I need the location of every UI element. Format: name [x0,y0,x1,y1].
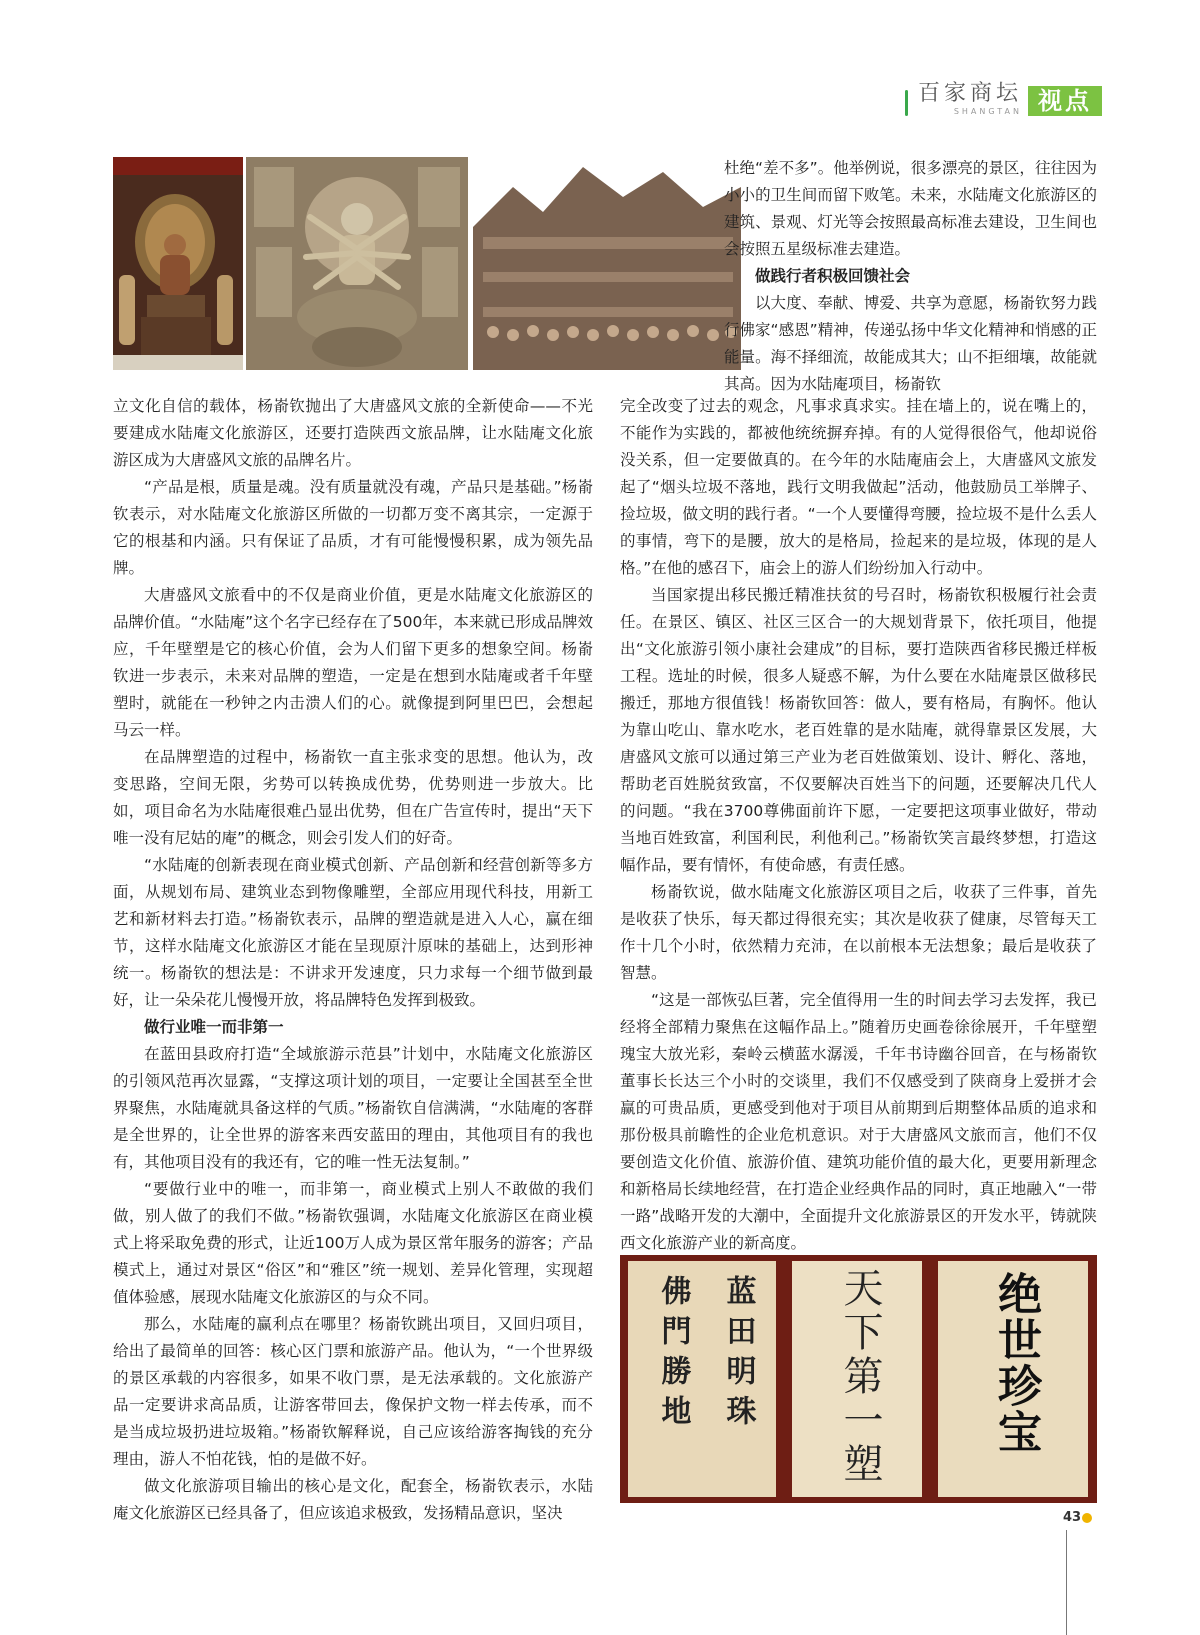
scroll-3-col-a: 绝世珍宝 [990,1271,1041,1455]
paragraph: “产品是根，质量是魂。没有质量就没有魂，产品只是基础。”杨嵛钦表示，对水陆庵文化旅游区所做的一切都万变不离其宗，一定源于它的根基和内涵。只有保证了品质，才有可能慢慢积累，成为领先品牌。 [113,478,593,577]
paragraph: “要做行业中的唯一，而非第一，商业模式上别人不敢做的我们做，别人做了的我们不做。”杨嵛钦强调，水陆庵文化旅游区在商业模式上将采取免费的形式，让近100万人成为景区常年服务的游客；产品模式上，通过对景区“俗区”和“雅区”统一规划、差异化管理，实现超值体验感，展现水陆庵文化旅游区的与众不同。 [113,1180,593,1306]
photo-buddha-shrine [113,157,243,370]
paragraph: 完全改变了过去的观念，凡事求真求实。挂在墙上的，说在嘴上的，不能作为实践的，都被他统统摒弃掉。有的人觉得很俗气，他却说俗没关系，但一定要做真的。在今年的水陆庵庙会上，大唐盛风文旅发起了“烟头垃圾不落地，践行文明我做起”活动，他鼓励员工举牌子、捡垃圾，做文明的践行者。“一个人要懂得弯腰，捡垃圾不是什么丢人的事情，弯下的是腰，放大的是格局，捡起来的是垃圾，体现的是人格。”在他的感召下，庙会上的游人们纷纷加入行动中。 [620,397,1097,577]
paragraph: 在品牌塑造的过程中，杨嵛钦一直主张求变的思想。他认为，改变思路，空间无限，劣势可以转换成优势，优势则进一步放大。比如，项目命名为水陆庵很难凸显出优势，但在广告宣传时，提出“天下唯一没有尼姑的庵”的概念，则会引发人们的好奇。 [113,748,593,847]
page-marker-icon [1082,1513,1092,1523]
paragraph: 那么，水陆庵的赢利点在哪里？杨嵛钦跳出项目，又回归项目，给出了最简单的回答：核心区门票和旅游产品。他认为，“一个世界级的景区承载的内容很多，如果不收门票，是无法承载的。文化旅游产品一定要讲求高品质，让游客带回去，像保护文物一样去传承，而不是当成垃圾扔进垃圾箱。”杨嵛钦解释说，自己应该给游客掏钱的充分理由，游人不怕花钱，怕的是做不好。 [113,1315,593,1468]
page-number-text: 43 [1063,1510,1082,1525]
paragraph: 以大度、奉献、博爱、共享为意愿，杨嵛钦努力践行佛家“感恩”精神，传递弘扬中华文化精神和悄感的正能量。海不择细流，故能成其大；山不拒细壤，故能就其高。因为水陆庵项目，杨嵛钦 [724,294,1097,393]
paragraph: 当国家提出移民搬迁精准扶贫的号召时，杨嵛钦积极履行社会责任。在景区、镇区、社区三区合一的大规划背景下，依托项目，他提出“文化旅游引领小康社会建成”的目标，要打造陕西省移民搬迁样板工程。选址的时候，很多人疑惑不解，为什么要在水陆庵景区做移民搬迁，那地方很值钱！杨嵛钦回答：做人，要有格局，有胸怀。他认为靠山吃山、靠水吃水，老百姓靠的是水陆庵，就得靠景区发展，大唐盛风文旅可以通过第三产业为老百姓做策划、设计、孵化、落地，帮助老百姓脱贫致富，不仅要解决百姓当下的问题，还要解决几代人的问题。“我在3700尊佛面前许下愿，一定要把这项事业做好，带动当地百姓致富，利国利民，利他利己。”杨嵛钦笑言最终梦想，打造这幅作品，要有情怀，有使命感，有责任感。 [620,586,1097,874]
paragraph: 在蓝田县政府打造“全域旅游示范县”计划中，水陆庵文化旅游区的引领风范再次显露，“支撑这项计划的项目，一定要让全国甚至全世界聚焦，水陆庵就具备这样的气质。”杨嵛钦自信满满，“水陆庵的客群是全世界的，让全世界的游客来西安蓝田的理由，其他项目有的我也有，其他项目没有的我还有，它的唯一性无法复制。” [113,1045,593,1171]
guanyin-illustration [246,157,468,370]
photo-wall-sculptures [473,157,741,370]
page-edge-line [1066,1530,1067,1635]
column-left [113,393,593,1527]
wall-illustration [473,157,741,370]
section-heading: 做践行者积极回馈社会 [755,267,911,285]
section-header [905,82,1102,116]
header-section-label: 视点 [1028,86,1102,116]
paragraph: 做文化旅游项目输出的核心是文化，配套全，杨嵛钦表示，水陆庵文化旅游区已经具备了，但应该追求极致，发扬精品意识，坚决 [113,1477,593,1522]
scroll-1-col-a: 蓝田明珠 [720,1275,756,1435]
paragraph: 杜绝“差不多”。他举例说，很多漂亮的景区，往往因为小小的卫生间而留下败笔。未来，水陆庵文化旅游区的建筑、景观、灯光等会按照最高标准去建设，卫生间也会按照五星级标准去建造。 [724,159,1097,258]
column-right [620,393,1097,1257]
scroll-1-col-b: 佛門勝地 [655,1275,691,1435]
column-top-right [724,155,1097,398]
page-number [1063,1510,1092,1525]
shrine-illustration [113,157,243,370]
header-title-group [918,82,1022,116]
paragraph: 大唐盛风文旅看中的不仅是商业价值，更是水陆庵文化旅游区的品牌价值。“水陆庵”这个名字已经存在了500年，本来就已形成品牌效应，千年壁塑是它的核心价值，会为人们留下更多的想象空间。杨嵛钦进一步表示，未来对品牌的塑造，一定是在想到水陆庵或者千年壁塑时，就能在一秒钟之内击溃人们的心。就像提到阿里巴巴，会想起马云一样。 [113,586,593,739]
paragraph: 杨嵛钦说，做水陆庵文化旅游区项目之后，收获了三件事，首先是收获了快乐，每天都过得很充实；其次是收获了健康，尽管每天工作十几个小时，依然精力充沛，在以前根本无法想象；最后是收获了智慧。 [620,883,1097,982]
scroll-1 [640,1275,770,1485]
section-heading: 做行业唯一而非第一 [144,1018,284,1036]
scroll-3 [950,1271,1080,1491]
paragraph: “这是一部恢弘巨著，完全值得用一生的时间去学习去发挥，我已经将全部精力聚焦在这幅作品上。”随着历史画卷徐徐展开，千年壁塑瑰宝大放光彩，秦岭云横蓝水潺湲，千年书诗幽谷回音，在与杨嵛钦董事长长达三个小时的交谈里，我们不仅感受到了陕商身上爱拼才会赢的可贵品质，更感受到他对于项目从前期到后期整体品质的追求和那份极具前瞻性的企业危机意识。对于大唐盛风文旅而言，他们不仅要创造文化价值、旅游价值、建筑功能价值的最大化，更要用新理念和新格局长续地经营，在打造企业经典作品的同时，真正地融入“一带一路”战略开发的大潮中，全面提升文化旅游景区的开发水平，铸就陕西文化旅游产业的新高度。 [620,991,1097,1252]
photo-calligraphy-scrolls [620,1255,1097,1503]
paragraph: “水陆庵的创新表现在商业模式创新、产品创新和经营创新等多方面，从规划布局、建筑业态到物像雕塑，全部应用现代科技，用新工艺和新材料去打造。”杨嵛钦表示，品牌的塑造就是进入人心，赢在细节，这样水陆庵文化旅游区才能在呈现原汁原味的基础上，达到形神统一。杨嵛钦的想法是：不讲求开发速度，只力求每一个细节做到最好，让一朵朵花儿慢慢开放，将品牌特色发挥到极致。 [113,856,593,1009]
header-pinyin: SHANGTAN [953,107,1022,116]
header-accent-bar [905,90,908,116]
photo-guanyin-sculpture [246,157,468,370]
paragraph: 立文化自信的载体，杨嵛钦抛出了大唐盛风文旅的全新使命——不光要建成水陆庵文化旅游区，还要打造陕西文旅品牌，让水陆庵文化旅游区成为大唐盛风文旅的品牌名片。 [113,397,593,469]
scroll-2: 天下第一塑 [837,1267,883,1487]
header-title: 百家商坛 [917,81,1022,106]
